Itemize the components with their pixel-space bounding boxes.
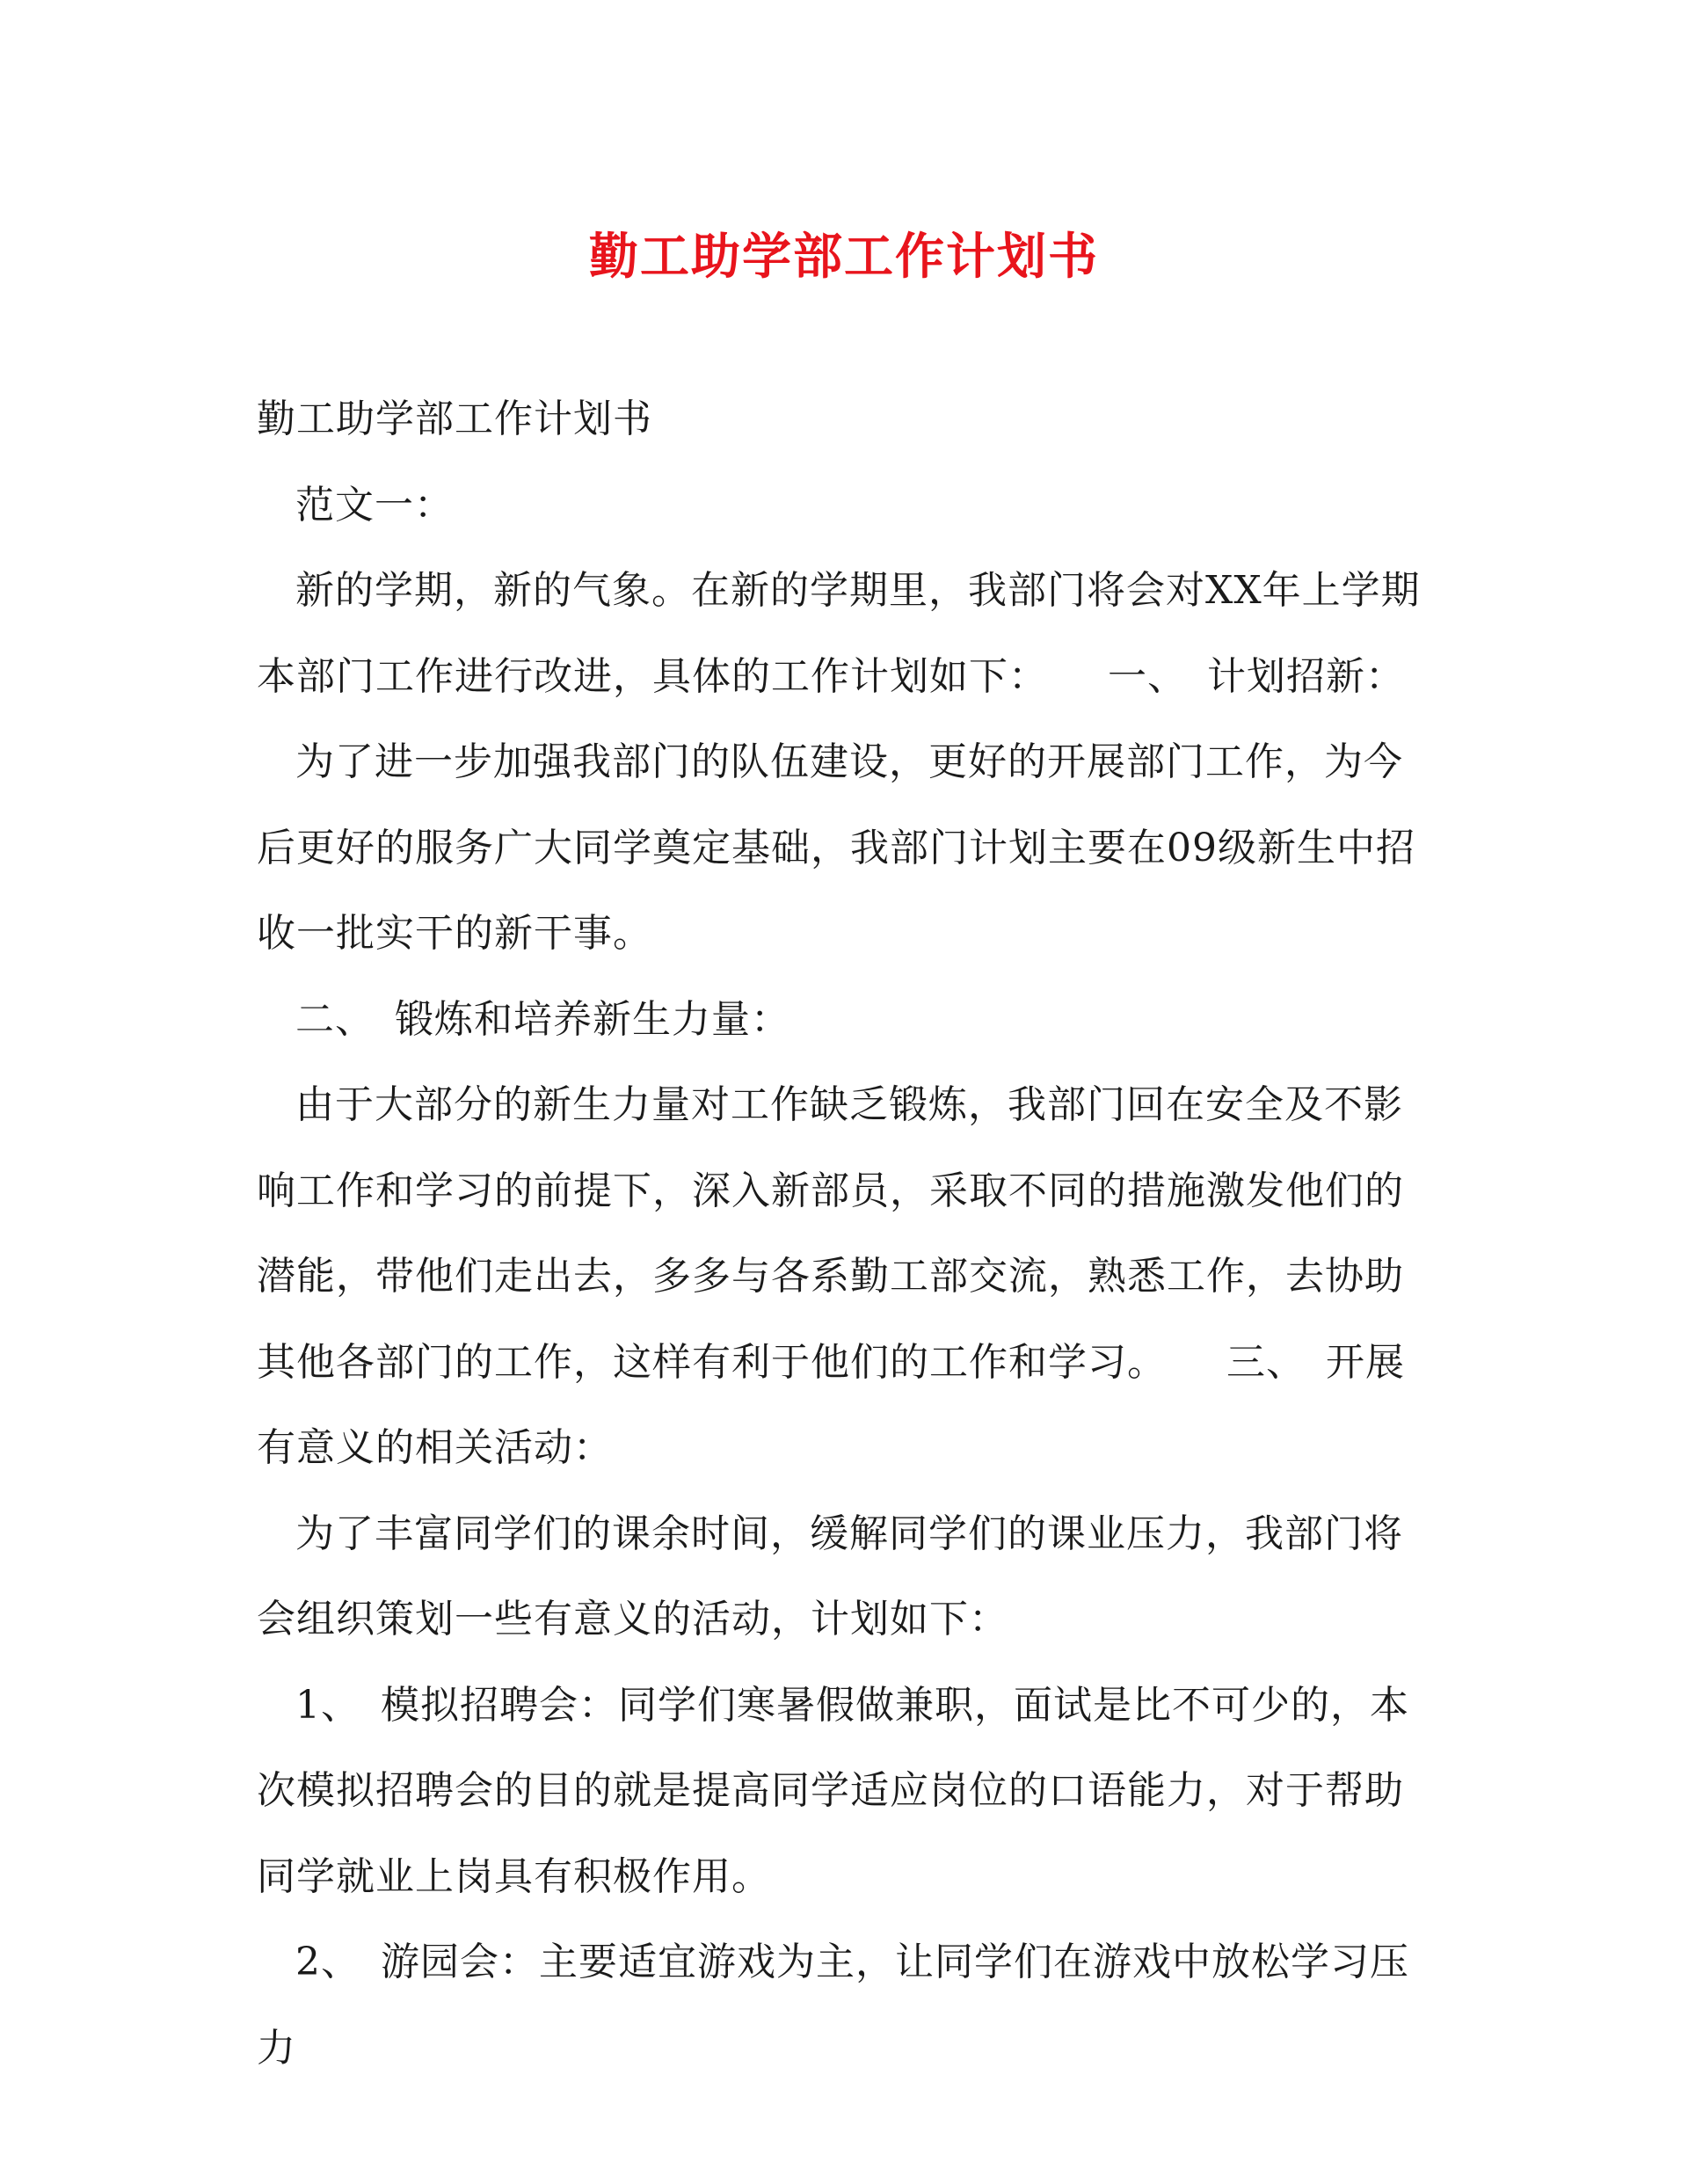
paragraph-sample-label: 范文一： [295,482,454,528]
document-title: 勤工助学部工作计划书 [589,228,1099,286]
paragraph-item-one: 1、 模拟招聘会：同学们寒暑假做兼职，面试是比不可少的，本次模拟招聘会的目的就是提高同学适应岗位的口语能力，对于帮助同学就业上岗具有积极作用。 [257,1682,1409,1899]
paragraph-activities: 为了丰富同学们的课余时间，缓解同学们的课业压力，我部门将会组织策划一些有意义的活动，计划如下： [257,1511,1403,1642]
document-body [257,376,1424,2091]
paragraph-training: 由于大部分的新生力量对工作缺乏锻炼，我部门回在安全及不影响工作和学习的前提下，深入新部员，采取不同的措施激发他们的潜能，带他们走出去，多多与各系勤工部交流，熟悉工作，去协助其他各部门的工作，这样有利于他们的工作和学习。 三、 开展有意义的相关活动： [257,1082,1405,1470]
paragraph-section-two: 二、 锻炼和培养新生力量： [295,996,790,1042]
paragraph-heading: 勤工助学部工作计划书 [257,397,652,441]
paragraph-item-two: 2、 游园会：主要适宜游戏为主，让同学们在游戏中放松学习压力 [257,1940,1409,2071]
paragraph-intro: 新的学期，新的气象。在新的学期里，我部门将会对XX年上学期本部门工作进行改进，具体的工作计划如下： 一、 计划招新： [257,568,1421,699]
paragraph-recruitment: 为了进一步加强我部门的队伍建设，更好的开展部门工作，为今后更好的服务广大同学奠定基础，我部门计划主要在09级新生中招收一批实干的新干事。 [257,739,1415,956]
